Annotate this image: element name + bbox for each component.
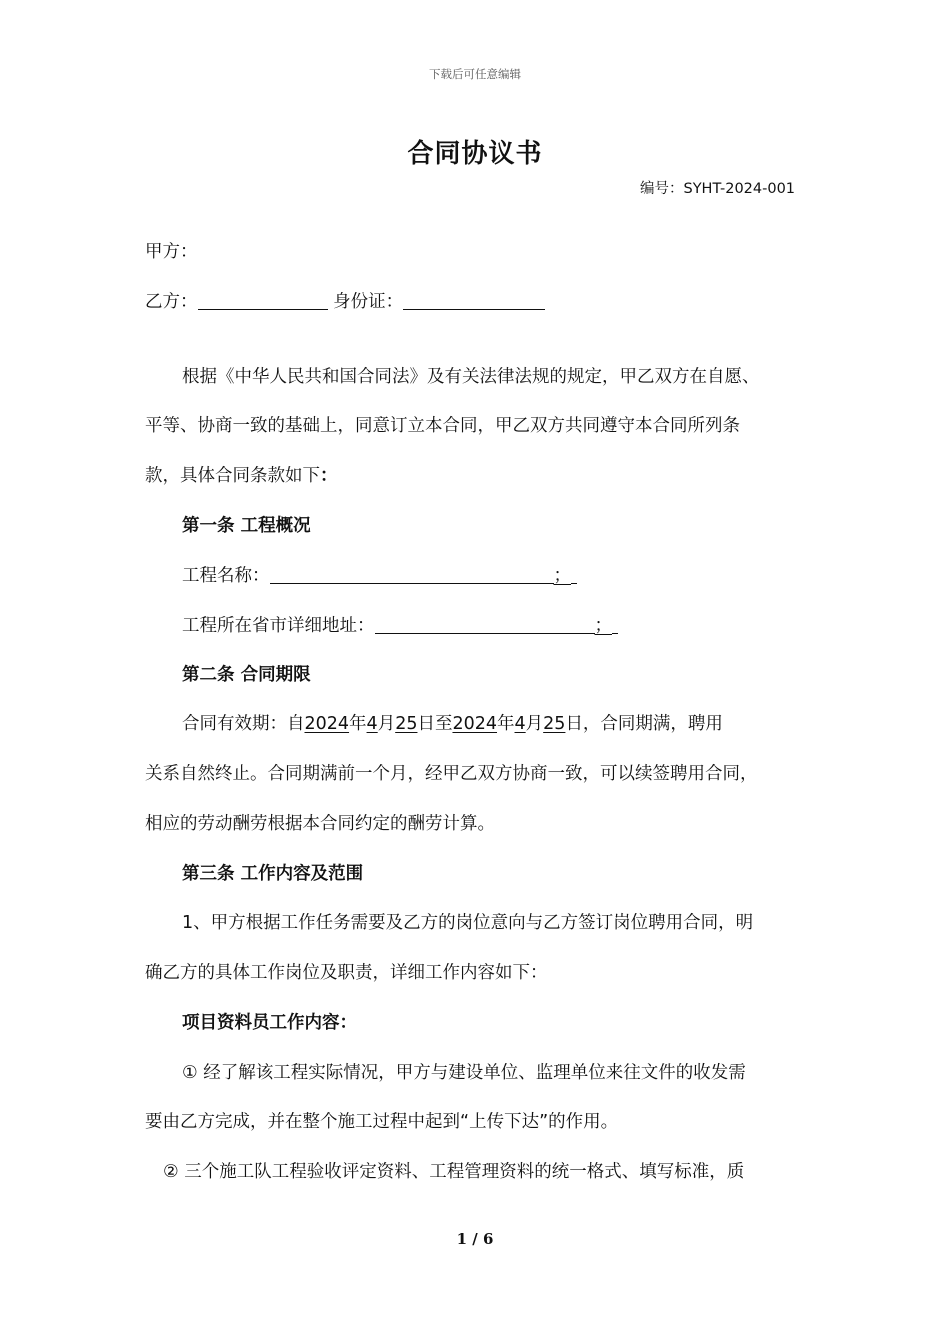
party-b-blank[interactable] [198, 292, 328, 311]
term-line-2: 关系自然终止。合同期满前一个月，经甲乙双方协商一致，可以续签聘用合同， [145, 764, 758, 784]
year-label: 年 [349, 714, 367, 734]
party-a-label: 甲方： [145, 242, 198, 262]
year-label: 年 [497, 714, 515, 734]
item-2-line-1: ② 三个施工队工程验收评定资料、工程管理资料的统一格式、填写标准，质 [163, 1162, 745, 1182]
role-title: 项目资料员工作内容： [182, 1013, 357, 1033]
term-to: 日至 [417, 714, 453, 734]
document-title: 合同协议书 [407, 139, 543, 169]
page-number: 1 / 6 [456, 1230, 494, 1248]
month-label: 月 [525, 714, 544, 734]
project-address-label: 工程所在省市详细地址： [182, 616, 375, 636]
start-month: 4 [366, 714, 378, 734]
project-address-blank[interactable] [375, 616, 595, 635]
project-name-blank[interactable] [270, 566, 554, 585]
intro-line-1: 根据《中华人民共和国合同法》及有关法律法规的规定，甲乙双方在自愿、 [182, 367, 760, 387]
underline-tail [571, 566, 577, 585]
article-2-title: 第二条 合同期限 [182, 665, 311, 685]
article-1-title: 第一条 工程概况 [182, 516, 311, 536]
item-1-line-2: 要由乙方完成，并在整个施工过程中起到“上传下达”的作用。 [145, 1112, 619, 1132]
article-3-title: 第三条 工作内容及范围 [182, 864, 364, 884]
start-year: 2024 [304, 714, 350, 734]
intro-line-3 [145, 462, 338, 487]
page-header: 下载后可任意编辑 [429, 67, 521, 81]
end-day: 25 [543, 714, 566, 734]
underline-tail [612, 616, 618, 635]
project-address-semicolon: ； [594, 616, 612, 636]
project-name-line [182, 562, 577, 587]
term-prefix: 合同有效期：自 [182, 714, 305, 734]
document-number [640, 177, 795, 198]
end-year: 2024 [452, 714, 498, 734]
id-card-blank[interactable] [403, 292, 545, 311]
end-month: 4 [514, 714, 526, 734]
document-number-label: 编号： [640, 181, 684, 197]
term-line-3: 相应的劳动酬劳根据本合同约定的酬劳计算。 [145, 814, 495, 834]
start-day: 25 [395, 714, 418, 734]
scope-line-1: 1、甲方根据工作任务需要及乙方的岗位意向与乙方签订岗位聘用合同，明 [182, 913, 754, 933]
intro-line-3-text: 款，具体合同条款如下 [145, 466, 320, 486]
party-b-line [145, 288, 545, 313]
intro-line-3-colon: ： [320, 466, 338, 486]
intro-line-2: 平等、协商一致的基础上，同意订立本合同，甲乙双方共同遵守本合同所列条 [145, 416, 740, 436]
party-a-line [145, 238, 198, 263]
party-b-label: 乙方： [145, 292, 198, 312]
project-name-semicolon: ； [553, 566, 571, 586]
scope-line-2: 确乙方的具体工作岗位及职责，详细工作内容如下： [145, 963, 548, 983]
month-label: 月 [377, 714, 396, 734]
item-1-line-1: ① 经了解该工程实际情况，甲方与建设单位、监理单位来往文件的收发需 [182, 1063, 746, 1083]
id-card-label: 身份证： [333, 292, 404, 312]
term-suffix: 日，合同期满，聘用 [565, 714, 723, 734]
document-number-value: SYHT-2024-001 [683, 181, 796, 197]
project-name-label: 工程名称： [182, 566, 270, 586]
project-address-line [182, 612, 618, 637]
term-line-1 [182, 710, 723, 735]
